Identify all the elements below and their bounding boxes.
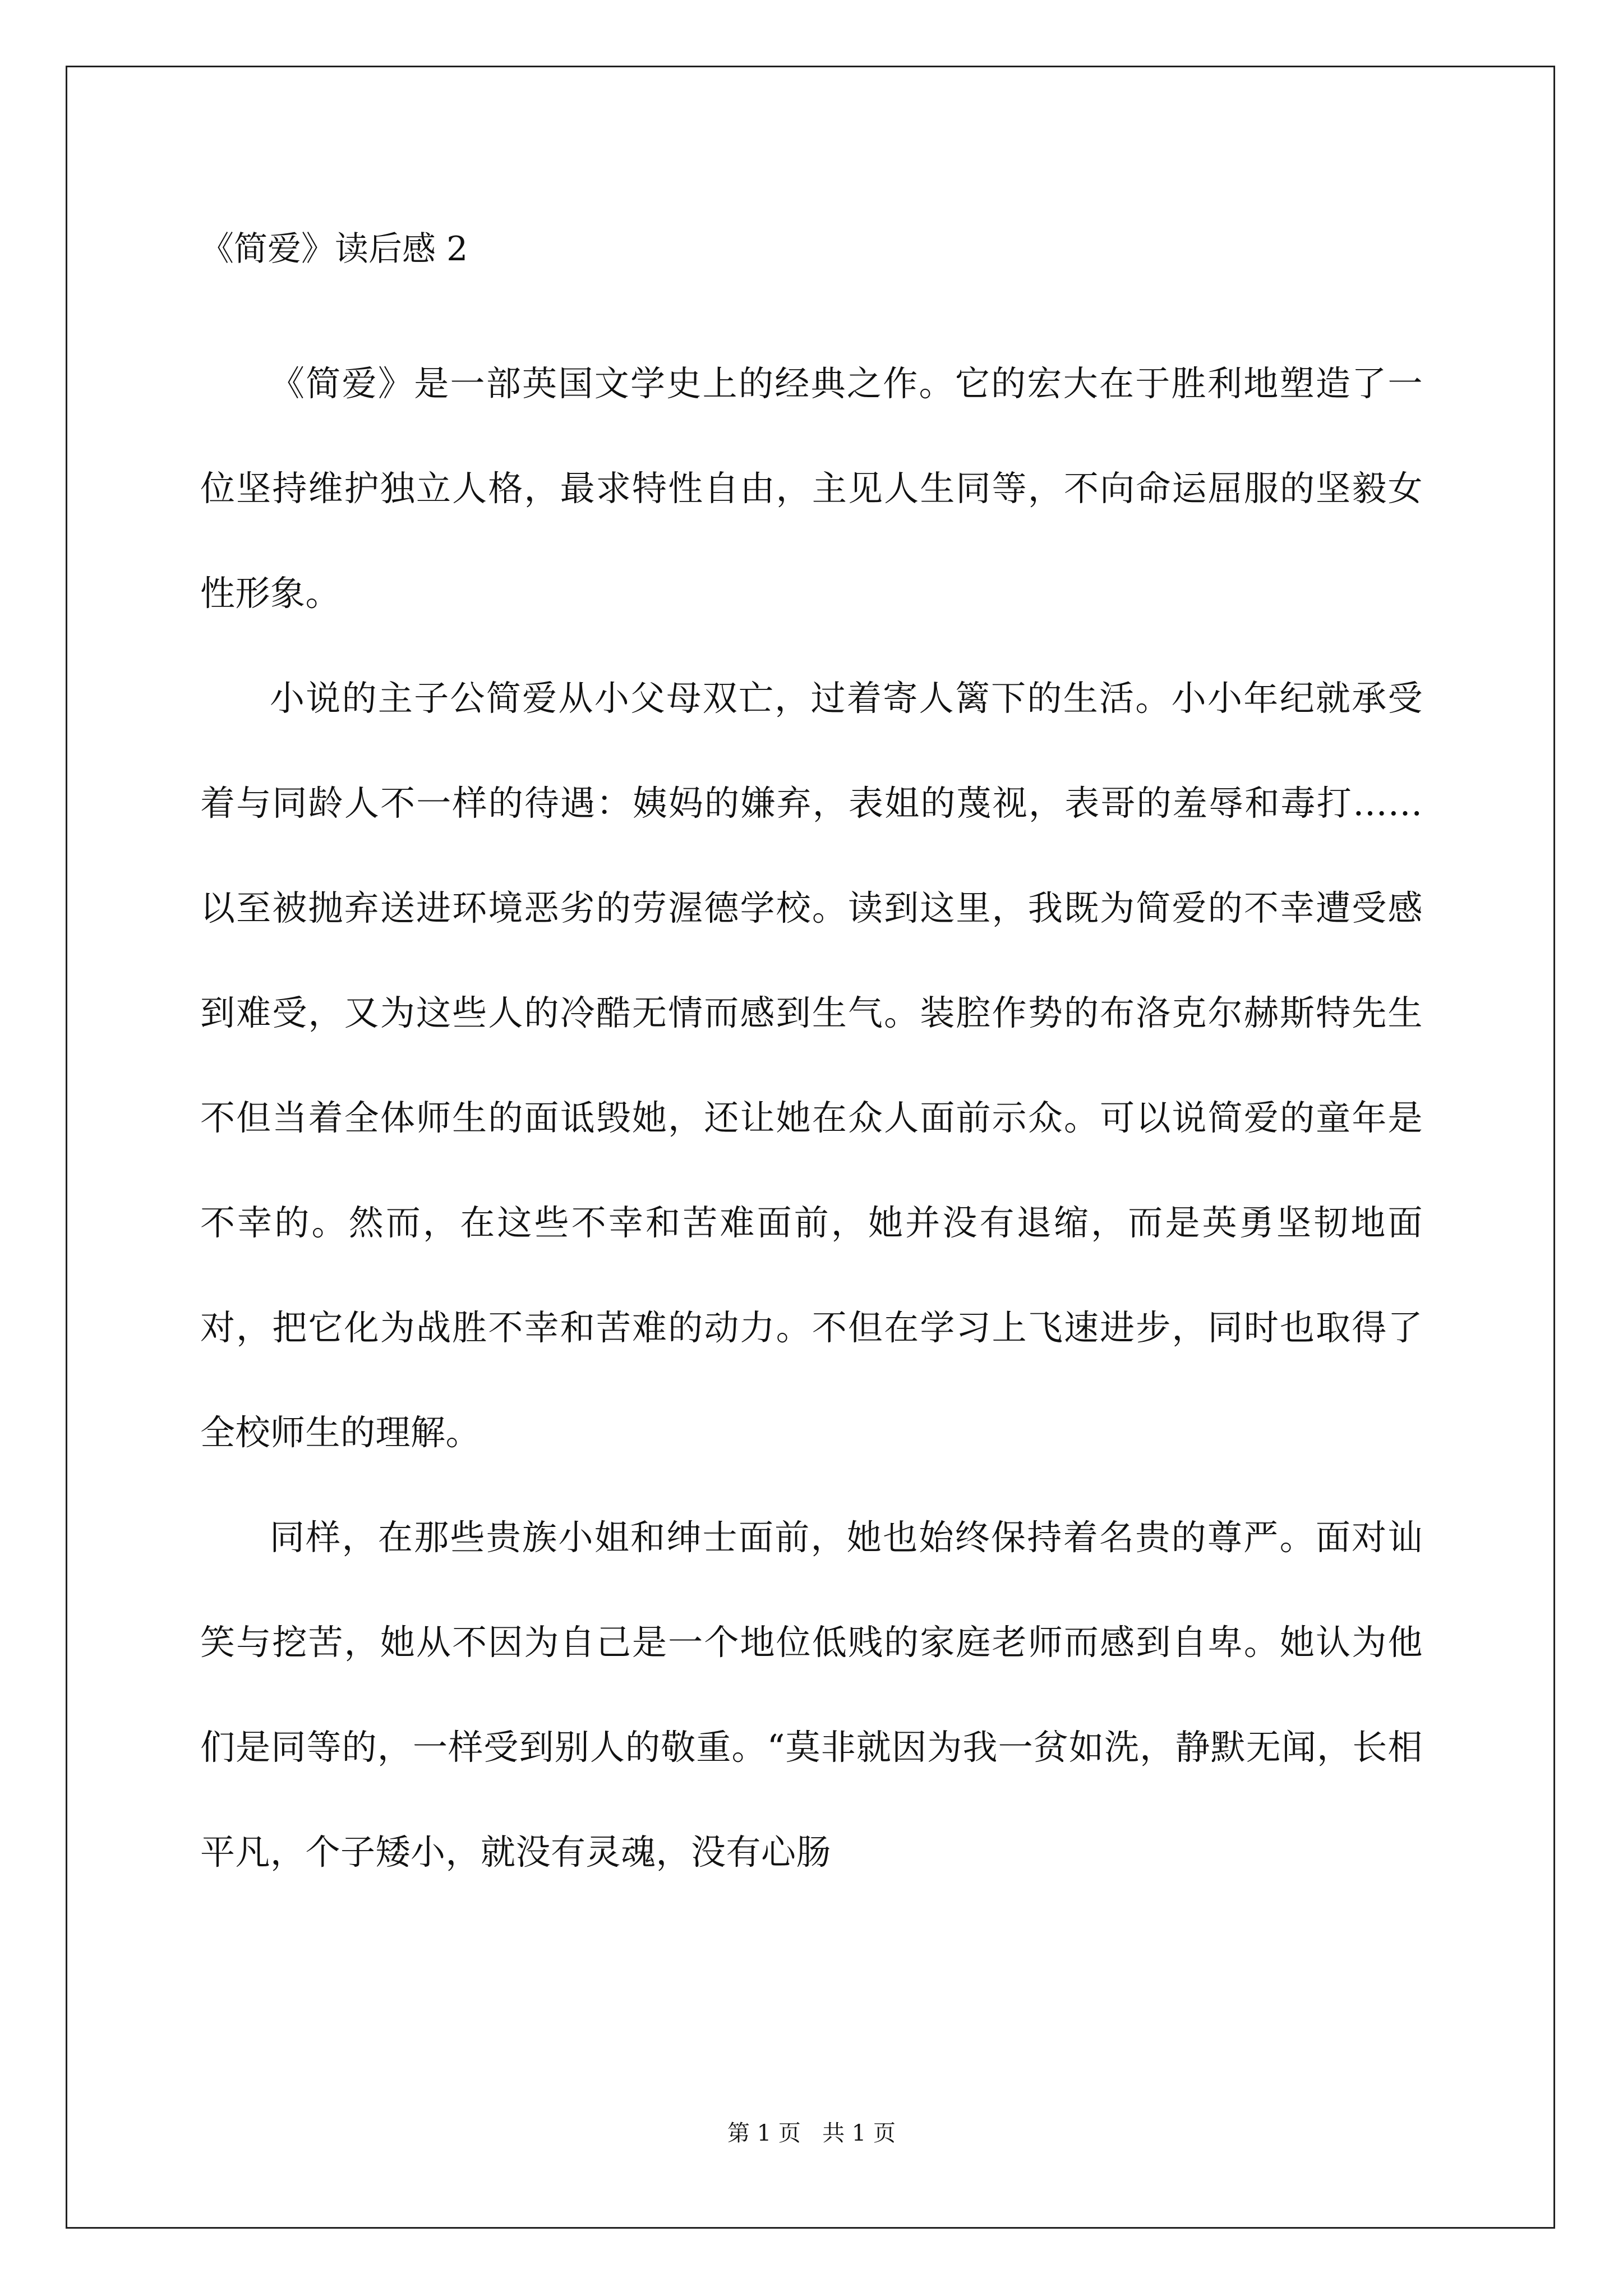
- paragraph-3: 同样，在那些贵族小姐和绅士面前，她也始终保持着名贵的尊严。面对讪笑与挖苦，她从不因为自己是一个地位低贱的家庭老师而感到自卑。她认为他们是同等的，一样受到别人的敬重。“莫非就因为我一贫如洗，静默无闻，长相平凡，个子矮小，就没有灵魂，没有心肠: [200, 1517, 1423, 1872]
- document-body: [200, 331, 1423, 1904]
- document-title: 《简爱》读后感 2: [200, 229, 468, 269]
- paragraph-1: 《简爱》是一部英国文学史上的经典之作。它的宏大在于胜利地塑造了一位坚持维护独立人格，最求特性自由，主见人生同等，不向命运屈服的坚毅女性形象。: [200, 363, 1423, 614]
- paragraph-2: 小说的主子公简爱从小父母双亡，过着寄人篱下的生活。小小年纪就承受着与同龄人不一样的待遇：姨妈的嫌弃，表姐的蔑视，表哥的羞辱和毒打……以至被抛弃送进环境恶劣的劳渥德学校。读到这里，我既为简爱的不幸遭受感到难受，又为这些人的冷酷无情而感到生气。装腔作势的布洛克尔赫斯特先生不但当着全体师生的面诋毁她，还让她在众人面前示众。可以说简爱的童年是不幸的。然而，在这些不幸和苦难面前，她并没有退缩，而是英勇坚韧地面对，把它化为战胜不幸和苦难的动力。不但在学习上飞速进步，同时也取得了全校师生的理解。: [200, 678, 1423, 1453]
- page-footer: 第 1 页 共 1 页: [727, 2120, 896, 2146]
